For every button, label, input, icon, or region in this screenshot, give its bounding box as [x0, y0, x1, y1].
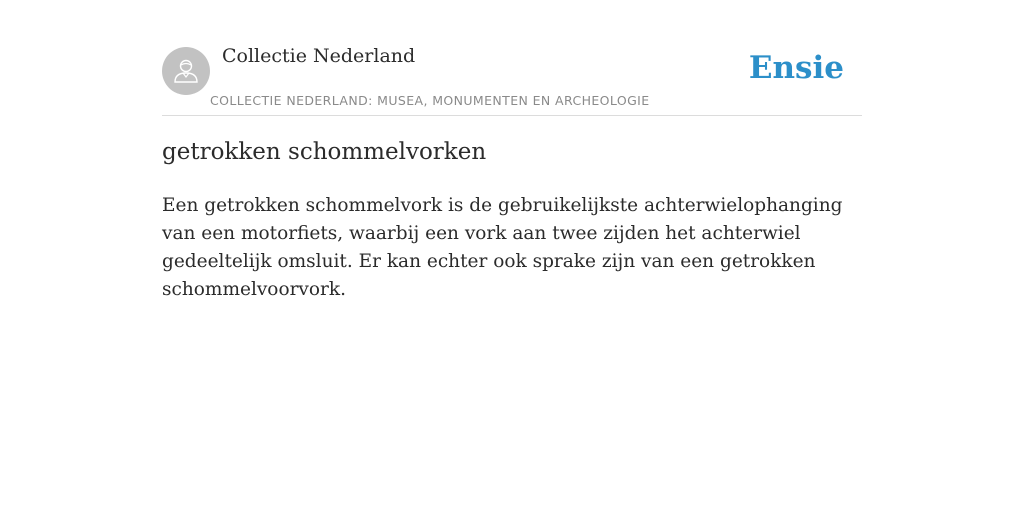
- entry-body: Een getrokken schommelvork is de gebruikelijkste achterwielophanging van een motorfiets, waarbij een vork aan twee zijden het achterwiel gedeeltelijk omsluit. Er kan echter ook sprake zijn van een getrokken schommelvoorvork.: [162, 195, 843, 300]
- author-subtitle: COLLECTIE NEDERLAND: MUSEA, MONUMENTEN EN ARCHEOLOGIE: [210, 93, 650, 108]
- avatar[interactable]: [162, 47, 210, 95]
- entry-header: [162, 0, 862, 116]
- user-avatar-icon: [171, 56, 201, 86]
- entry-card: [162, 0, 862, 300]
- author-name[interactable]: Collectie Nederland: [222, 45, 416, 67]
- entry-title: getrokken schommelvorken: [162, 139, 487, 165]
- ensie-logo[interactable]: Ensie: [748, 50, 844, 86]
